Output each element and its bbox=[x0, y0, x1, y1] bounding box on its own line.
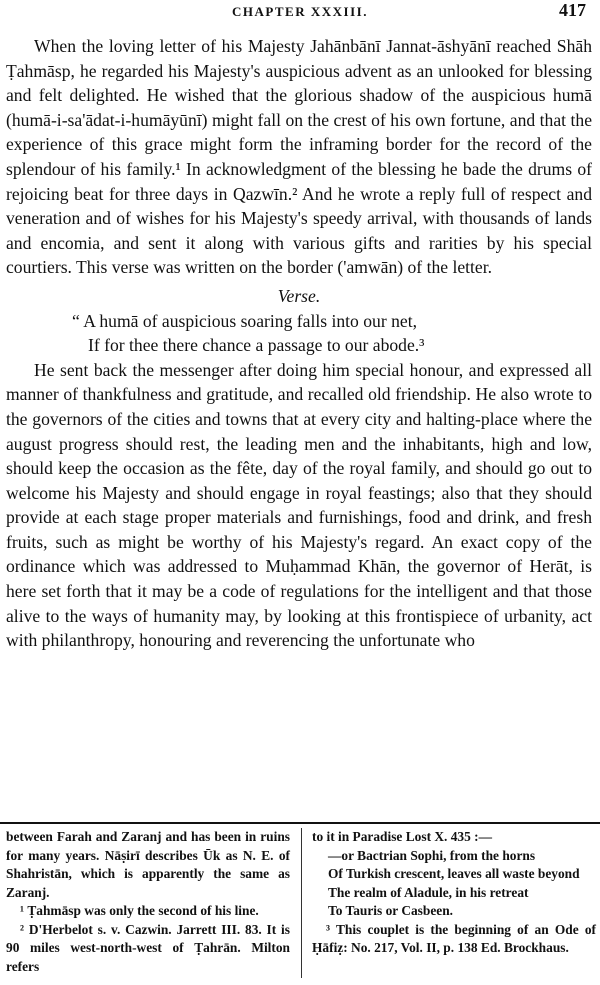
footnote: ³ This couplet is the beginning of an Ode of Ḥāfiẓ: No. 217, Vol. II, p. 138 Ed. Brockhaus. bbox=[312, 921, 596, 955]
verse-heading: Verse. bbox=[277, 285, 321, 306]
page-header bbox=[0, 0, 600, 30]
verse-line: “ A humā of auspicious soaring falls into our net, bbox=[72, 310, 417, 331]
footnote-column-left bbox=[6, 828, 290, 976]
footnote: ¹ Ṭahmāsp was only the second of his line. bbox=[20, 903, 259, 918]
paragraph: When the loving letter of his Majesty Jahānbānī Jannat-āshyānī reached Shāh Ṭahmāsp, he regarded his Majesty's auspicious advent as an unlooked for blessing and felt delighted. He wished that the glorious shadow of the auspicious humā (humā-i-sa'ādat-i-humāyūnī) might fall on the crest of his own fortune, and that the experience of this grace might form the inframing border for the record of the splendour of his family.¹ In acknowledgment of the blessing he bade the drums of rejoicing beat for three days in Qazwīn.² And he wrote a reply full of respect and veneration and of wishes for his Majesty's speedy arrival, with thousands of lands and encomia, and sent it along with various gifts and rarities by his special courtiers. This verse was written on the border ('amwān) of the letter. bbox=[6, 36, 592, 278]
footnote-continuation: to it in Paradise Lost X. 435 :— bbox=[312, 829, 493, 844]
quoted-poem-line: To Tauris or Casbeen. bbox=[328, 903, 454, 918]
quoted-poem-line: Of Turkish crescent, leaves all waste beyond bbox=[328, 866, 580, 881]
main-text bbox=[6, 34, 592, 653]
footnote-divider bbox=[0, 822, 600, 824]
paragraph: He sent back the messenger after doing him special honour, and expressed all manner of thankfulness and gratitude, and recalled old friendship. He also wrote to the governors of the cities and towns that at every city and halting-place where the august progress should rest, the leading men and the inhabitants, high and low, should keep the occasion as the fête, day of the royal family, and should go out to welcome his Majesty and should engage in royal feastings; also that they should provide at each stage proper materials and furnishings, food and drink, and fresh fruits, such as might be worthy of his Majesty's regard. An exact copy of the ordinance which was addressed to Muḥammad Khān, the governor of Herāt, is here set forth that it may be a code of regulations for the intelligent and that those alive to the ways of humanity may, by looking at this frontispiece of urbanity, act with philanthropy, honouring and reverencing the unfortunate who bbox=[6, 359, 592, 651]
footnote: ² D'Herbelot s. v. Cazwin. Jarrett III. 83. It is 90 miles west-north-west of Ṭahrān. Milton refers bbox=[6, 921, 290, 974]
footnote-column-right bbox=[312, 828, 596, 958]
quoted-poem-line: —or Bactrian Sophi, from the horns bbox=[328, 847, 536, 863]
page-number: 417 bbox=[559, 0, 586, 20]
footnotes bbox=[0, 828, 600, 978]
running-title: CHAPTER XXXIII. bbox=[232, 4, 368, 19]
column-divider bbox=[301, 828, 302, 978]
verse-line: If for thee there chance a passage to our abode.³ bbox=[88, 335, 425, 356]
quoted-poem-line: The realm of Aladule, in his retreat bbox=[328, 884, 529, 900]
footnote-continuation: between Farah and Zaranj and has been in ruins for many years. Nāṣirī describes Ūk as N. E. of Shahristān, which is apparently the same as Zaranj. bbox=[6, 829, 290, 900]
